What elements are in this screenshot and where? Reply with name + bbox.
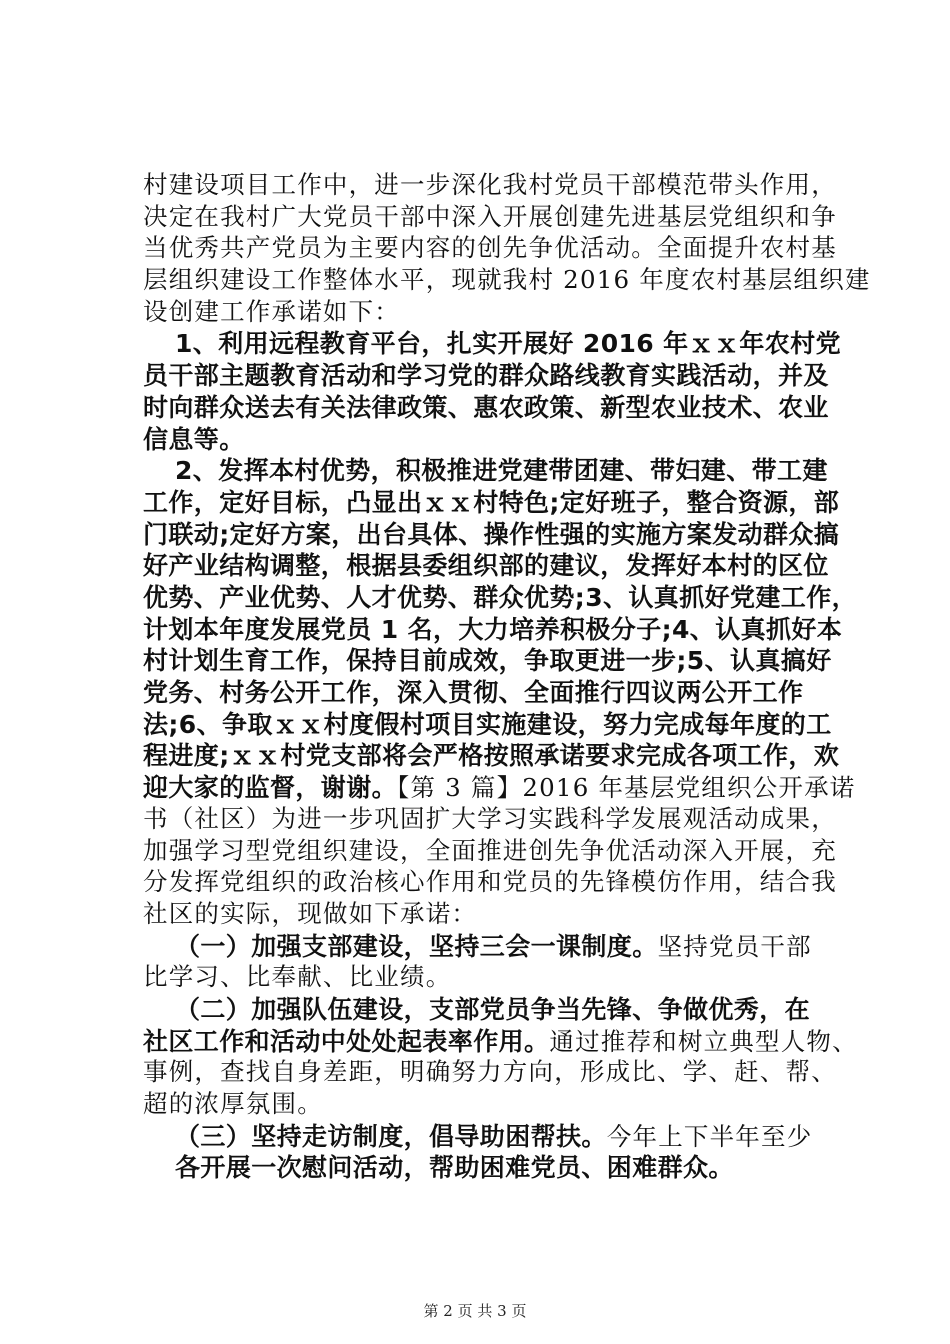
commitment-item-1: 1、利用远程教育平台，扎实开展好 2016 年ｘｘ年农村党: [175, 329, 841, 359]
body-line: 好产业结构调整，根据县委组织部的建议，发挥好本村的区位: [143, 551, 829, 581]
body-line: 程进度;ｘｘ村党支部将会严格按照承诺要求完成各项工作，欢: [143, 741, 840, 771]
closing-text: 迎大家的监督，谢谢。: [143, 773, 398, 803]
body-line-mixed: [143, 775, 855, 801]
body-line: 决定在我村广大党员干部中深入开展创建先进基层党组织和争: [143, 201, 837, 231]
commitment-heading: 社区工作和活动中处处起表率作用。: [143, 1026, 550, 1056]
commitment-three: [175, 1121, 813, 1151]
body-line: 村计划生育工作，保持目前成效，争取更进一步;5、认真搞好: [143, 646, 832, 676]
commitment-heading: （一）加强支部建设，坚持三会一课制度。: [175, 931, 658, 961]
body-line: 层组织建设工作整体水平，现就我村 2016 年度农村基层组织建: [143, 265, 871, 295]
body-line: 比学习、比奉献、比业绩。: [143, 962, 452, 992]
body-line: 时向群众送去有关法律政策、惠农政策、新型农业技术、农业: [143, 392, 829, 422]
body-line: 信息等。: [143, 424, 245, 454]
commitment-text: 通过推荐和树立典型人物、: [549, 1026, 858, 1056]
body-line: 超的浓厚氛围。: [143, 1089, 323, 1119]
body-line: 事例，查找自身差距，明确努力方向，形成比、学、赶、帮、: [143, 1057, 837, 1087]
body-line: 书（社区）为进一步巩固扩大学习实践科学发展观活动成果，: [143, 803, 837, 833]
body-line: 村建设项目工作中，进一步深化我村党员干部模范带头作用，: [143, 170, 837, 199]
commitment-text: 今年上下半年至少: [606, 1121, 813, 1151]
commitment-text: 坚持党员干部: [657, 931, 812, 961]
body-line: 门联动;定好方案，出台具体、操作性强的实施方案发动群众搞: [143, 519, 840, 549]
body-line: 设创建工作承诺如下：: [143, 296, 400, 326]
body-line: 当优秀共产党员为主要内容的创先争优活动。全面提升农村基: [143, 233, 837, 263]
commitment-four: 各开展一次慰问活动，帮助困难党员、困难群众。: [175, 1153, 734, 1183]
body-line: 工作，定好目标，凸显出ｘｘ村特色;定好班子，整合资源，部: [143, 487, 840, 517]
body-line: 员干部主题教育活动和学习党的群众路线教育实践活动，并及: [143, 361, 829, 391]
body-line: 优势、产业优势、人才优势、群众优势;3、认真抓好党建工作，: [143, 583, 857, 612]
commitment-item-2: 2、发挥本村优势，积极推进党建带团建、带妇建、带工建: [175, 456, 828, 486]
commitment-heading: （三）坚持走访制度，倡导助困帮扶。: [175, 1121, 607, 1151]
section-heading: 【第 3 篇】2016 年基层党组织公开承诺: [397, 773, 856, 803]
commitment-two: （二）加强队伍建设，支部党员争当先锋、争做优秀，在: [175, 995, 811, 1025]
body-line: 社区的实际，现做如下承诺：: [143, 898, 478, 928]
body-line: 计划本年度发展党员 1 名，大力培养积极分子;4、认真抓好本: [143, 614, 843, 644]
page-number: 第 2 页 共 3 页: [423, 1302, 527, 1320]
body-line: 党务、村务公开工作，深入贯彻、全面推行四议两公开工作: [143, 678, 804, 708]
body-line-mixed: [143, 1026, 858, 1056]
commitment-one: [175, 931, 812, 961]
body-line: 分发挥党组织的政治核心作用和党员的先锋模仿作用，结合我: [143, 867, 837, 897]
body-line: 加强学习型党组织建设，全面推进创先争优活动深入开展，充: [143, 835, 837, 865]
body-line: 法;6、争取ｘｘ村度假村项目实施建设，努力完成每年度的工: [143, 709, 832, 739]
